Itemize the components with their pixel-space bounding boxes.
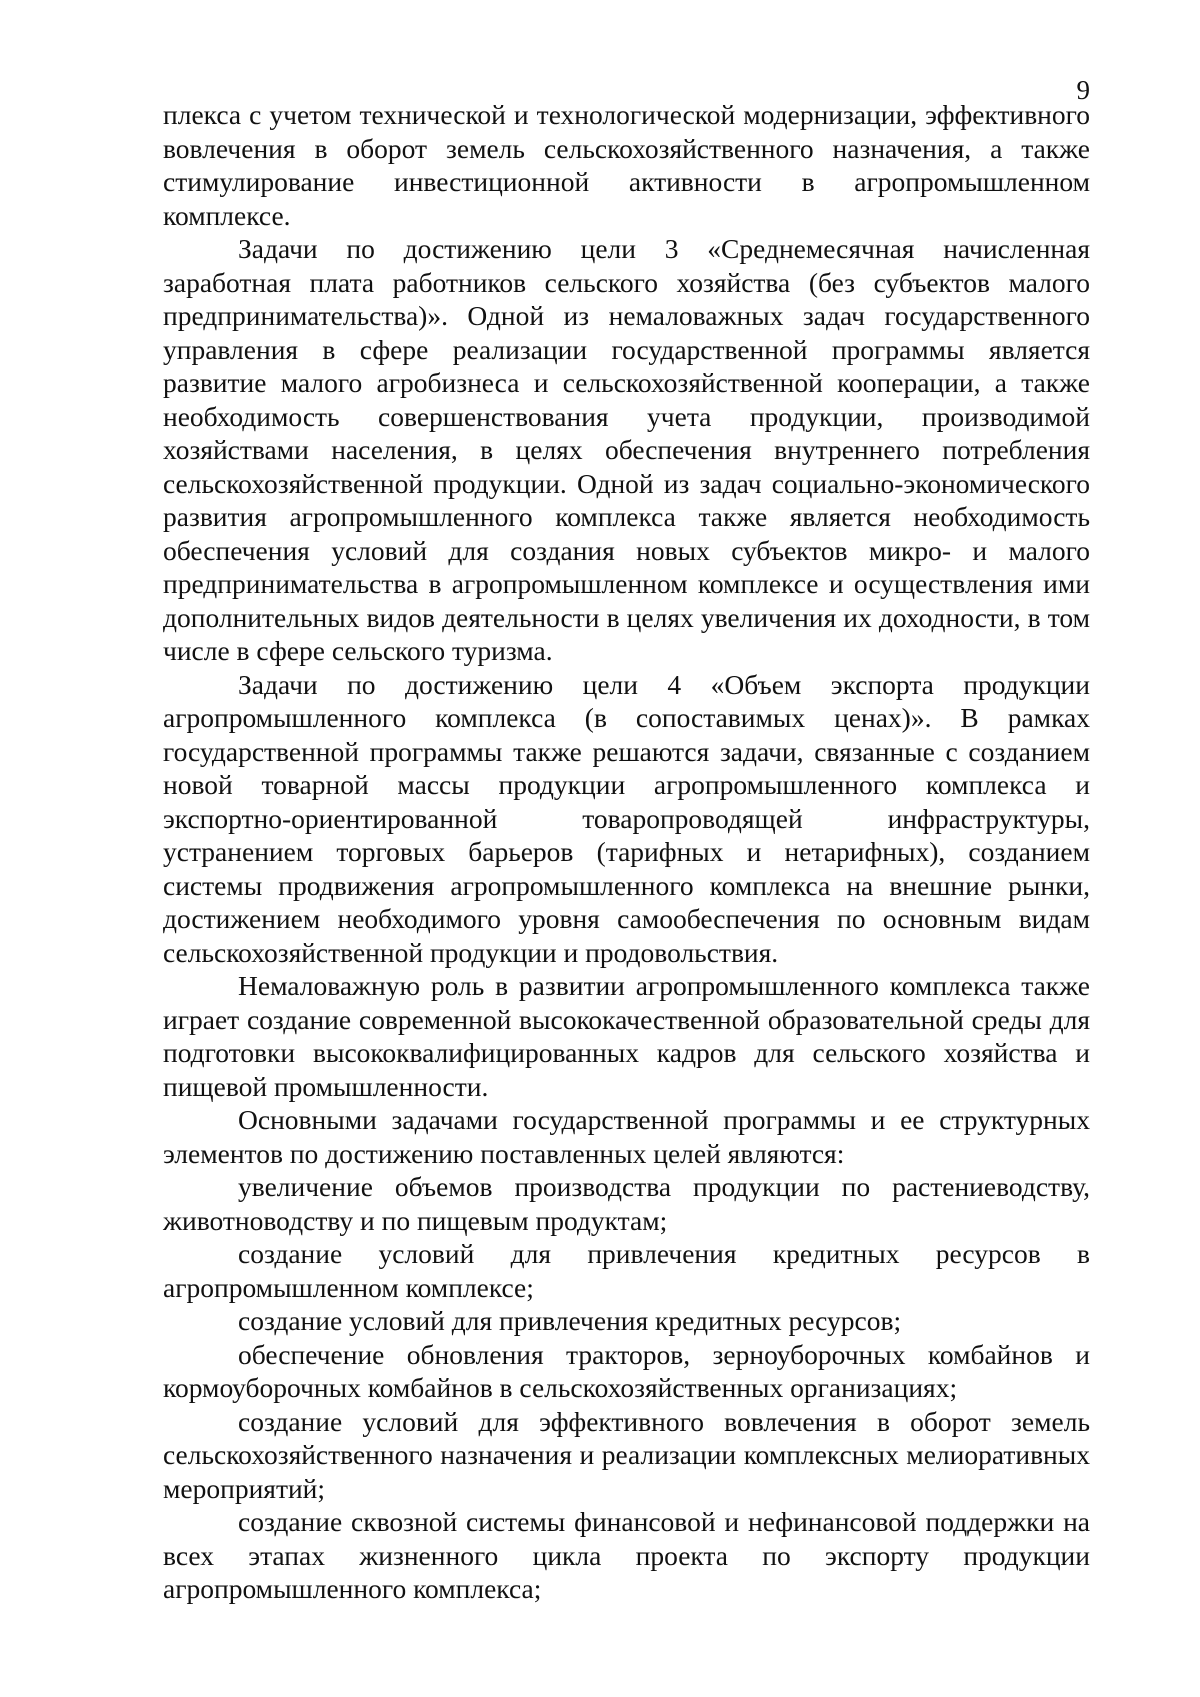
document-body — [163, 98, 1090, 1606]
list-item-credit: создание условий для привлечения кредитных ресурсов; — [238, 1305, 902, 1336]
paragraph-goal-4-tasks: Задачи по достижению цели 4 «Объем экспорта продукции агропромышленного комплекса (в сопоставимых ценах)». В рамках государственной программы также решаются задачи, связанные с созданием новой товарной массы продукции агропромышленного комплекса и экспортно-ориентированной товаропроводящей инфраструктуры, устранением торговых барьеров (тарифных и нетарифных), созданием системы продвижения агропромышленного комплекса на внешние рынки, достижением необходимого уровня самообеспечения по основным видам сельскохозяйственной продукции и продовольствия. — [163, 668, 1090, 968]
list-item-production-growth: увеличение объемов производства продукции по растениеводству, животноводству и по пищевым продуктам; — [163, 1171, 1090, 1236]
page-number: 9 — [1076, 75, 1090, 105]
paragraph-continuation: плекса с учетом технической и технологической модернизации, эффективного вовлечения в оборот земель сельскохозяйственного назначения, а также стимулирование инвестиционной активности в агропромышленном комплексе. — [163, 99, 1090, 231]
list-item-credit-agro: создание условий для привлечения кредитных ресурсов в агропромышленном комплексе; — [163, 1238, 1090, 1303]
list-item-land-use: создание условий для эффективного вовлечения в оборот земель сельскохозяйственного назначения и реализации комплексных мелиоративных мероприятий; — [163, 1405, 1090, 1504]
paragraph-education-role: Немаловажную роль в развитии агропромышленного комплекса также играет создание современной высококачественной образовательной среды для подготовки высококвалифицированных кадров для сельского хозяйства и пищевой промышленности. — [163, 970, 1090, 1102]
list-item-export-support: создание сквозной системы финансовой и нефинансовой поддержки на всех этапах жизненного цикла проекта по экспорту продукции агропромышленного комплекса; — [163, 1506, 1090, 1604]
paragraph-main-tasks-intro: Основными задачами государственной программы и ее структурных элементов по достижению поставленных целей являются: — [163, 1104, 1090, 1169]
paragraph-goal-3-tasks: Задачи по достижению цели 3 «Среднемесячная начисленная заработная плата работников сельского хозяйства (без субъектов малого предпринимательства)». Одной из немаловажных задач государственного управления в сфере реализации государственной программы является развитие малого агробизнеса и сельскохозяйственной кооперации, а также необходимость совершенствования учета продукции, производимой хозяйствами населения, в целях обеспечения внутреннего потребления сельскохозяйственной продукции. Одной из задач социально-экономического развития агропромышленного комплекса также является необходимость обеспечения условий для создания новых субъектов микро- и малого предпринимательства в агропромышленном комплексе и осуществления ими дополнительных видов деятельности в целях увеличения их доходности, в том числе в сфере сельского туризма. — [163, 233, 1090, 666]
list-item-machinery-renewal: обеспечение обновления тракторов, зерноуборочных комбайнов и кормоуборочных комбайнов в сельскохозяйственных организациях; — [163, 1338, 1090, 1403]
